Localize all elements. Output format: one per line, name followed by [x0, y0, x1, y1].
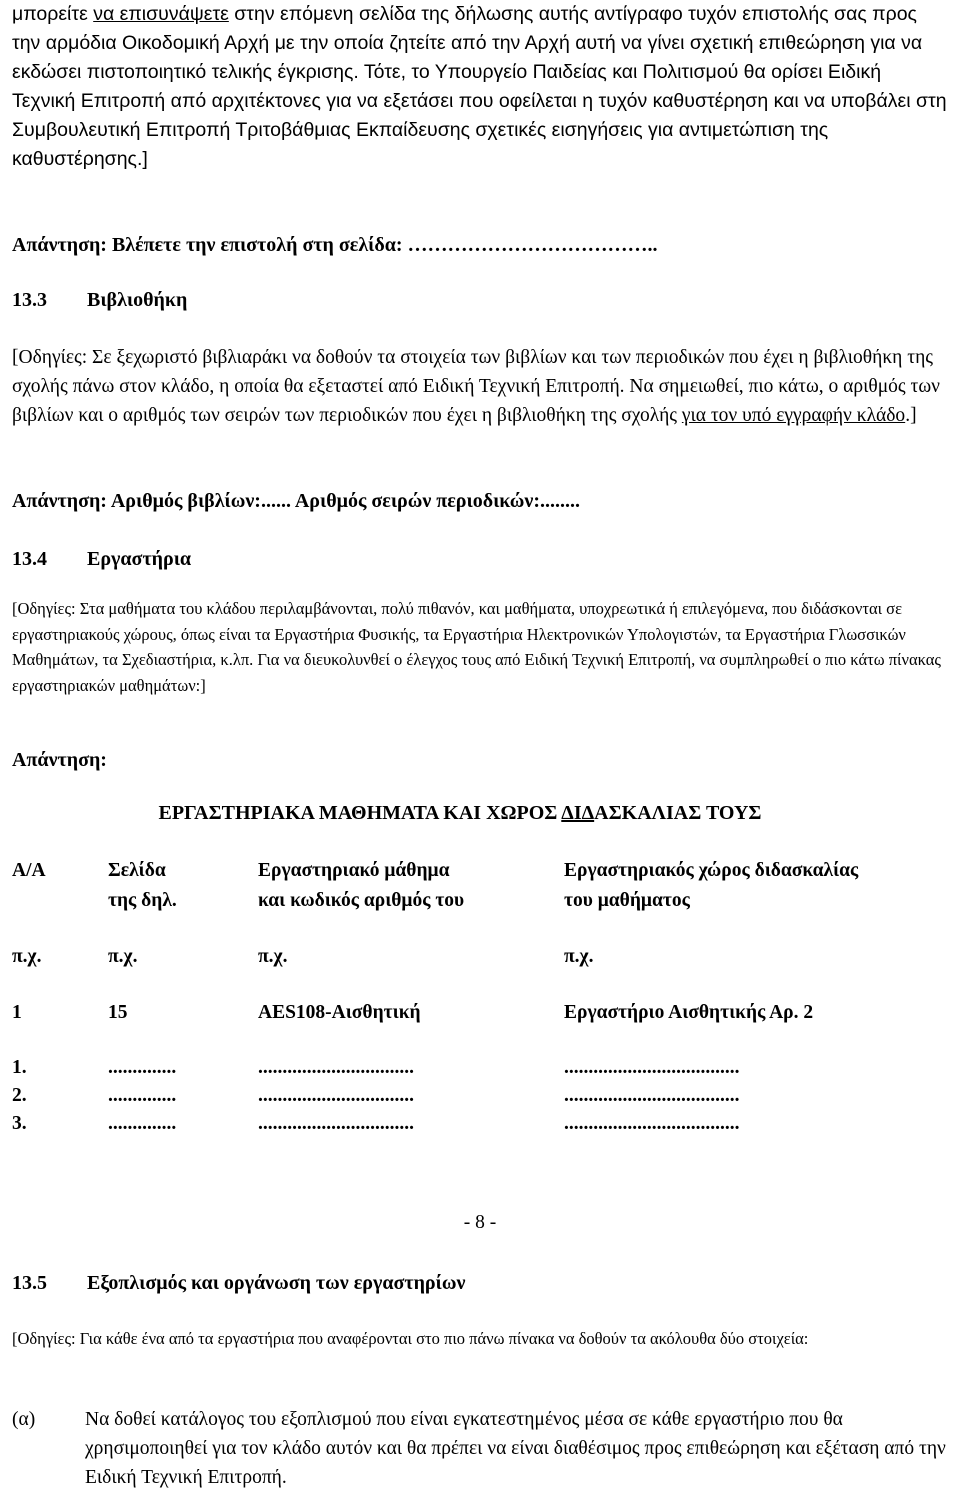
example-label-page: π.χ.	[108, 946, 138, 967]
section-13-3-heading	[12, 285, 948, 315]
labs-answer-label: Απάντηση:	[12, 749, 107, 771]
example-lesson: ΑΕS108-Αισθητική	[258, 1002, 421, 1023]
table-title-part: ΕΡΓΑΣΤΗΡΙΑΚΑ ΜΑΘΗΜΑΤΑ ΚΑΙ ΧΩΡΟΣ	[158, 802, 562, 824]
header-page-line2: της δηλ.	[108, 890, 177, 911]
labs-instructions: [Οδηγίες: Στα μαθήματα του κλάδου περιλαμβάνονται, πολύ πιθανόν, και μαθήματα, υποχρεωτικά ή επιλεγόμενα, που διδάσκονται σε εργαστηριακούς χώρους, όπως είναι τα Εργαστήρια Φυσικής, τα Εργαστήρια Ηλεκτρονικών Υπολογιστών, τα Εργαστήρια Γλωσσικών Μαθημάτων, τα Σχεδιαστήρια, κ.λπ. Για να διευκολυνθεί ο έλεγχος τους από Ειδική Τεχνική Επιτροπή, να συμπληρωθεί ο πιο κάτω πίνακας εργαστηριακών μαθημάτων:]	[12, 599, 941, 695]
equipment-instructions: [Οδηγίες: Για κάθε ένα από τα εργαστήρια που αναφέρονται στο πιο πάνω πίνακα να δοθούν τα ακόλουθα δύο στοιχεία:	[12, 1329, 809, 1348]
section-13-5-heading	[12, 1268, 948, 1298]
header-aa-text: Α/Α	[12, 860, 46, 881]
row-page-blank: ..............	[108, 1113, 177, 1134]
section-number: 13.5	[12, 1272, 47, 1294]
library-instructions-underlined: για τον υπό εγγραφήν κλάδο	[681, 405, 906, 426]
intro-paragraph	[12, 0, 948, 174]
answer-letter-page: Απάντηση: Βλέπετε την επιστολή στη σελίδα: ………………………………..	[12, 234, 658, 256]
table-row	[0, 1054, 948, 1082]
library-answer: Απάντηση: Αριθμός βιβλίων:...... Αριθμός σειρών περιοδικών:........	[12, 490, 581, 512]
row-room-blank: ....................................	[564, 1085, 740, 1106]
section-title: Βιβλιοθήκη	[87, 289, 188, 311]
header-lesson	[246, 856, 552, 942]
row-aa: 1.	[12, 1057, 27, 1078]
labs-table-title	[0, 802, 920, 825]
row-room-blank: ....................................	[564, 1057, 740, 1078]
table-row	[0, 1110, 948, 1138]
header-lesson-line2: και κωδικός αριθμός του	[258, 890, 465, 911]
header-lesson-line1: Εργαστηριακό μάθημα	[258, 860, 450, 881]
table-example-row	[0, 998, 948, 1054]
section-number: 13.4	[12, 548, 47, 570]
header-room-line2: του μαθήματος	[564, 890, 690, 911]
intro-underlined-text: να επισυνάψετε	[93, 3, 229, 25]
library-instructions-text: [Οδηγίες: Σε ξεχωριστό βιβλιαράκι να δοθούν τα στοιχεία των βιβλίων και των περιοδικών που έχει η βιβλιοθήκη της σχολής πάνω στον κλάδο, η οποία θα εξεταστεί από Ειδική Τεχνική Επιτροπή. Να σημειωθεί, πιο κάτω, ο αριθμός των βιβλίων και ο αριθμός των σειρών των περιοδικών που έχει η βιβλιοθήκη της σχολής	[12, 347, 941, 426]
row-lesson-blank: ................................	[258, 1113, 414, 1134]
header-page	[96, 856, 246, 942]
header-room-line1: Εργαστηριακός χώρος διδασκαλίας	[564, 860, 859, 881]
row-lesson-blank: ................................	[258, 1085, 414, 1106]
example-aa: 1	[12, 1002, 22, 1023]
library-instructions	[12, 343, 948, 430]
section-number: 13.3	[12, 289, 47, 311]
header-aa	[0, 856, 96, 942]
row-lesson-blank: ................................	[258, 1057, 414, 1078]
intro-lead: μπορείτε	[12, 3, 94, 25]
page-number: - 8 -	[463, 1212, 497, 1233]
row-room-blank: ....................................	[564, 1113, 740, 1134]
section-title: Εξοπλισμός και οργάνωση των εργαστηρίων	[87, 1272, 466, 1294]
table-row	[0, 1082, 948, 1110]
row-page-blank: ..............	[108, 1057, 177, 1078]
library-instructions-end: .]	[905, 405, 917, 426]
example-label-room: π.χ.	[564, 946, 594, 967]
example-room: Εργαστήριο Αισθητικής Αρ. 2	[564, 1002, 814, 1023]
example-page: 15	[108, 1002, 128, 1023]
section-13-4-heading	[12, 544, 948, 574]
table-title-end: ΑΣΚΑΛΙΑΣ ΤΟΥΣ	[594, 802, 762, 824]
row-aa: 2.	[12, 1085, 27, 1106]
header-page-line1: Σελίδα	[108, 860, 166, 881]
item-a-text: Να δοθεί κατάλογος του εξοπλισμού που είναι εγκατεστημένος μέσα σε κάθε εργαστήριο που θα χρησιμοποιηθεί για τον κλάδο αυτόν και θα πρέπει να είναι διαθέσιμος προς επιθεώρηση και εξέταση από την Ειδική Τεχνική Επιτροπή.	[85, 1409, 946, 1488]
item-a-label: (α)	[12, 1409, 36, 1430]
section-title: Εργαστήρια	[87, 548, 192, 570]
table-title-underlined: ΔΙΔ	[561, 802, 595, 824]
table-header-row	[0, 856, 948, 942]
header-room	[552, 856, 948, 942]
example-label-lesson: π.χ.	[258, 946, 288, 967]
table-example-label-row	[0, 942, 948, 998]
equipment-item-a	[12, 1405, 948, 1492]
labs-table	[0, 856, 948, 1138]
example-label-aa: π.χ.	[12, 946, 42, 967]
row-aa: 3.	[12, 1113, 27, 1134]
intro-rest: στην επόμενη σελίδα της δήλωσης αυτής αντίγραφο τυχόν επιστολής σας προς την αρμόδια Οικοδομική Αρχή με την οποία ζητείτε από την Αρχή αυτή να γίνει σχετική επιθεώρηση για να εκδώσει πιστοποιητικό τελικής έγκρισης. Τότε, το Υπουργείο Παιδείας και Πολιτισμού θα ορίσει Ειδική Τεχνική Επιτροπή από αρχιτέκτονες για να εξετάσει που οφείλεται η τυχόν καθυστέρηση και να υποβάλει στη Συμβουλευτική Επιτροπή Τριτοβάθμιας Εκπαίδευσης σχετικές εισηγήσεις για αντιμετώπιση της καθυστέρησης.]	[12, 3, 947, 170]
row-page-blank: ..............	[108, 1085, 177, 1106]
